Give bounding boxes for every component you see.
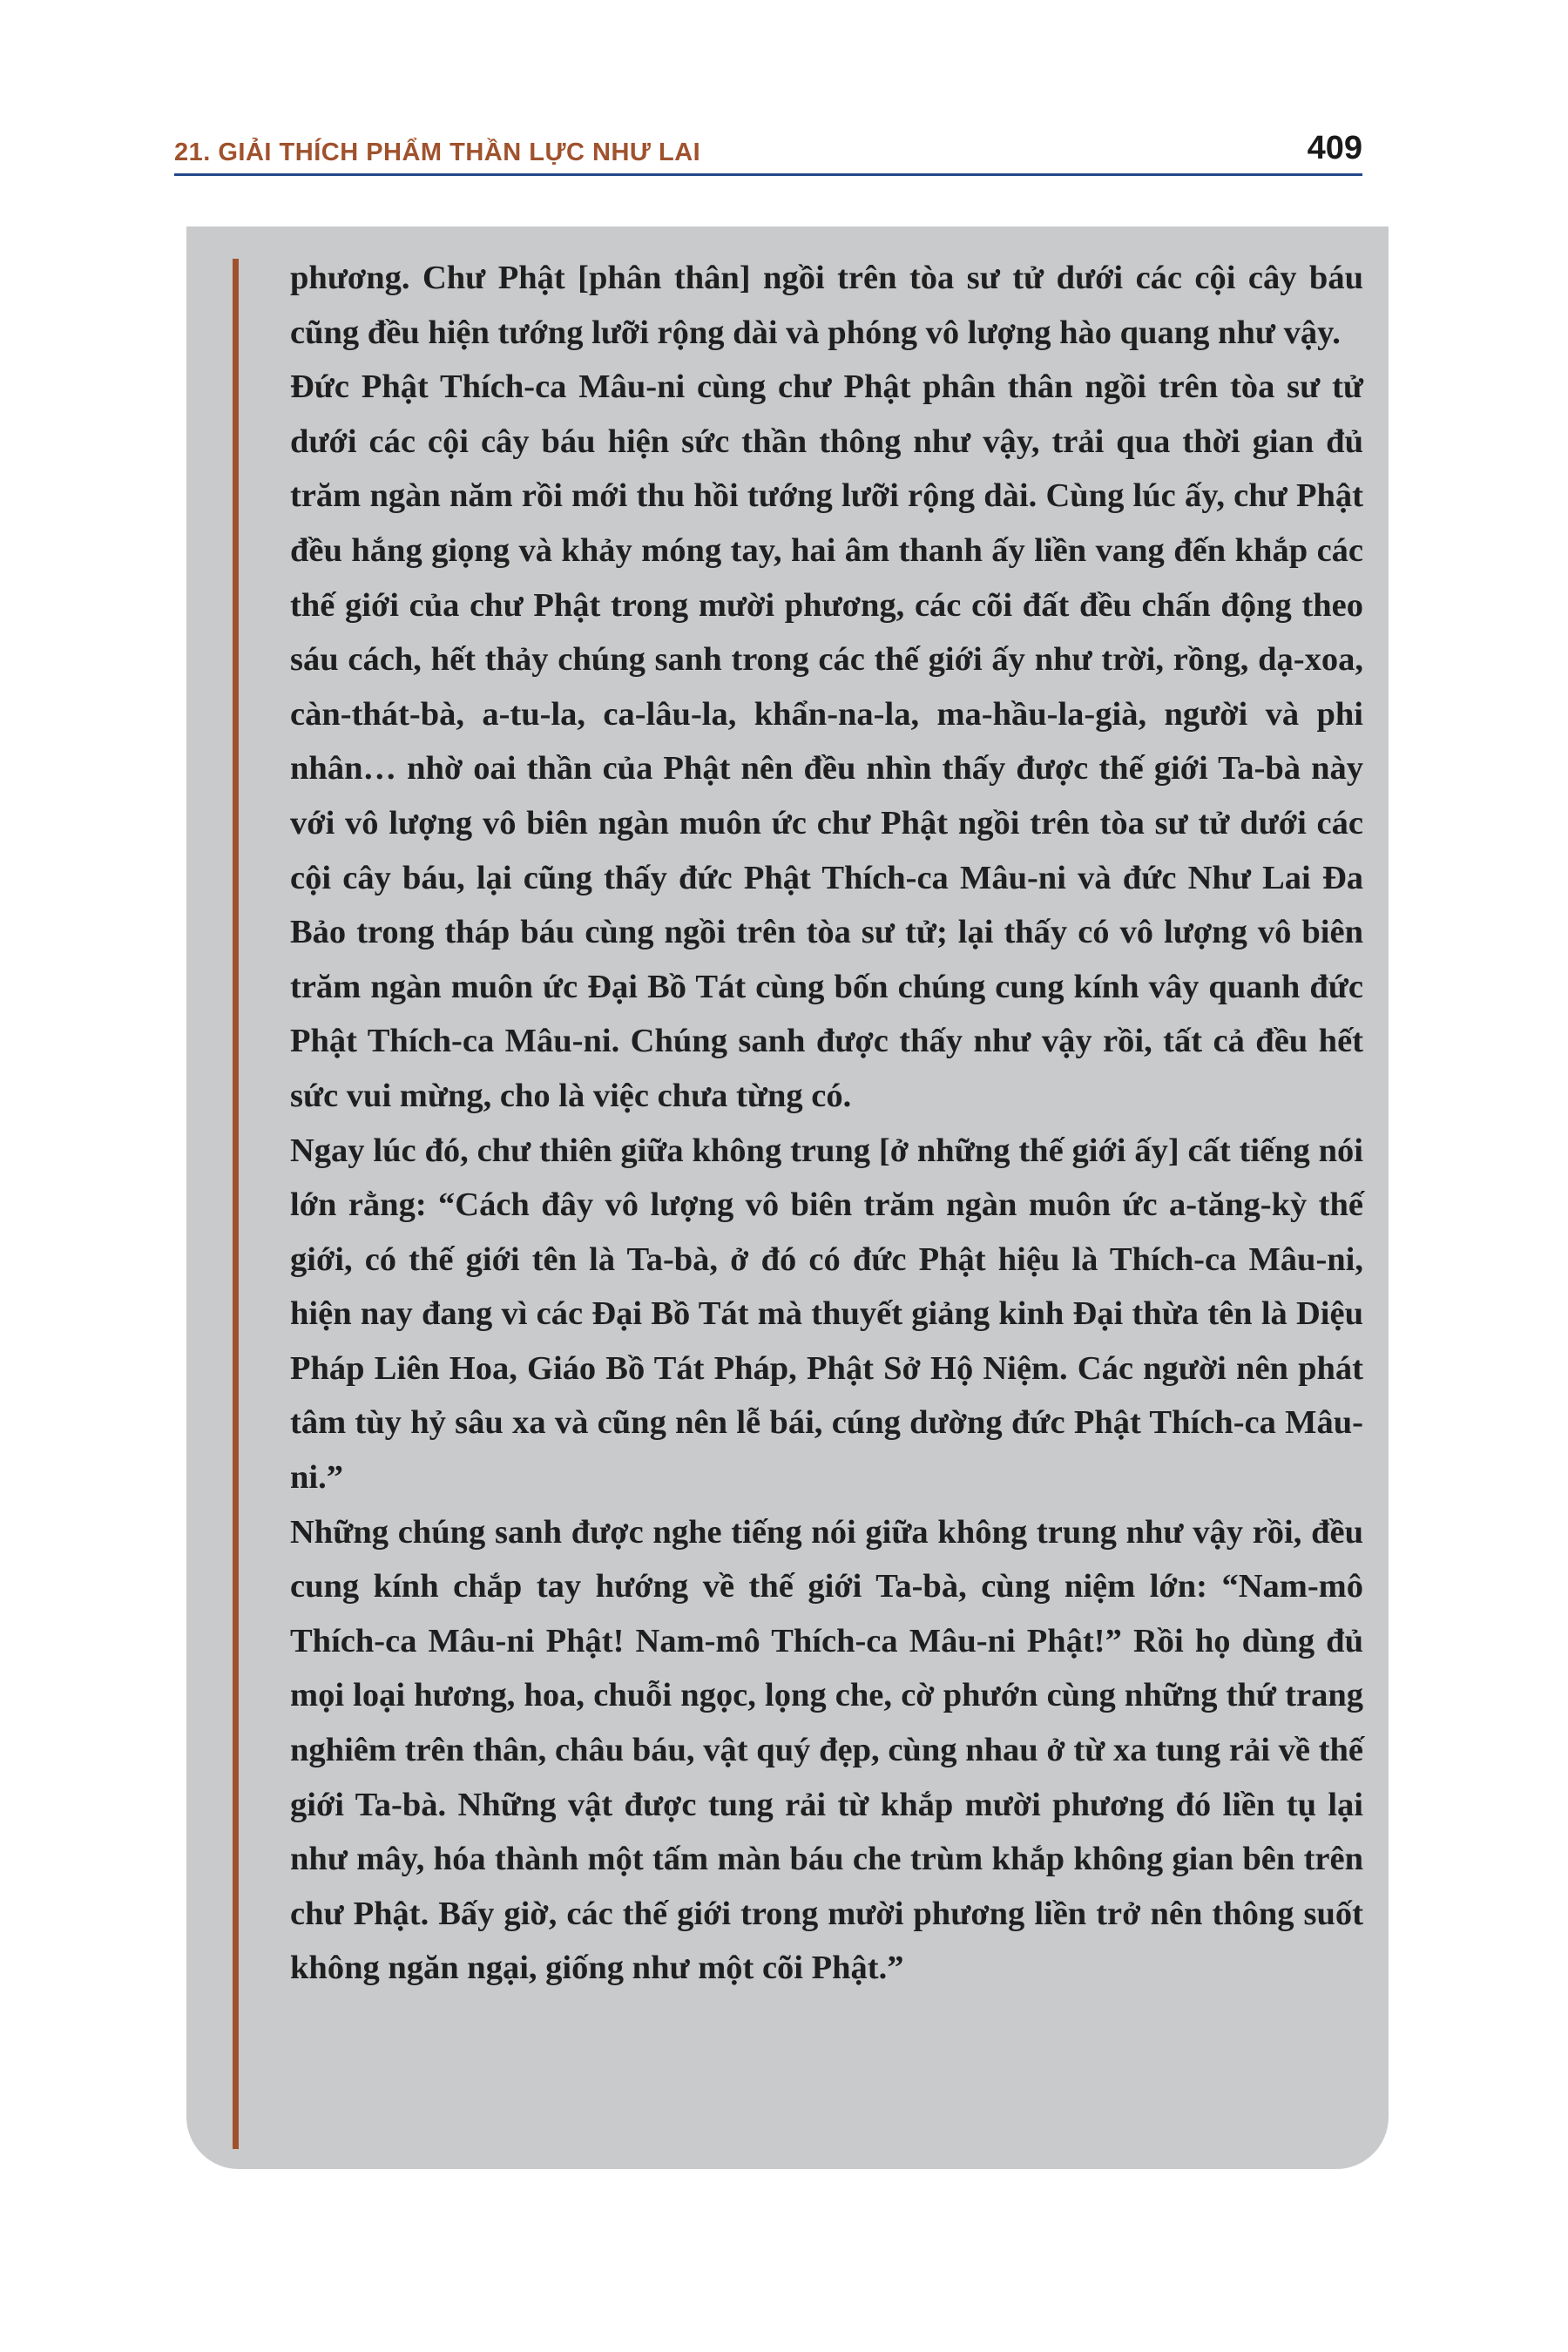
paragraph-2: Đức Phật Thích-ca Mâu-ni cùng chư Phật phân thân ngồi trên tòa sư tử dưới các cội cây báu hiện sức thần thông như vậy, trải qua thời gian đủ trăm ngàn năm rồi mới thu hồi tướng lưỡi rộng dài. Cùng lúc ấy, chư Phật đều hắng giọng và khảy móng tay, hai âm thanh ấy liền vang đến khắp các thế giới của chư Phật trong mười phương, các cõi đất đều chấn động theo sáu cách, hết thảy chúng sanh trong các thế giới ấy như trời, rồng, dạ-xoa, càn-thát-bà, a-tu-la, ca-lâu-la, khẩn-na-la, ma-hầu-la-già, người và phi nhân… nhờ oai thần của Phật nên đều nhìn thấy được thế giới Ta-bà này với vô lượng vô biên ngàn muôn ức chư Phật ngồi trên tòa sư tử dưới các cội cây báu, lại cũng thấy đức Phật Thích-ca Mâu-ni và đức Như Lai Đa Bảo trong tháp báu cùng ngồi trên tòa sư tử; lại thấy có vô lượng vô biên trăm ngàn muôn ức Đại Bồ Tát cùng bốn chúng cung kính vây quanh đức Phật Thích-ca Mâu-ni. Chúng sanh được thấy như vậy rồi, tất cả đều hết sức vui mừng, cho là việc chưa từng có. bbox=[290, 368, 1363, 1114]
running-header bbox=[174, 124, 1362, 176]
paragraph-3: Ngay lúc đó, chư thiên giữa không trung [ở những thế giới ấy] cất tiếng nói lớn rằng: “Cách đây vô lượng vô biên trăm ngàn muôn ức a-tăng-kỳ thế giới, có thế giới tên là Ta-bà, ở đó có đức Phật hiệu là Thích-ca Mâu-ni, hiện nay đang vì các Đại Bồ Tát mà thuyết giảng kinh Đại thừa tên là Diệu Pháp Liên Hoa, Giáo Bồ Tát Pháp, Phật Sở Hộ Niệm. Các người nên phát tâm tùy hỷ sâu xa và cũng nên lễ bái, cúng dường đức Phật Thích-ca Mâu-ni.” bbox=[290, 1132, 1363, 1497]
paragraph-4: Những chúng sanh được nghe tiếng nói giữa không trung như vậy rồi, đều cung kính chắp tay hướng về thế giới Ta-bà, cùng niệm lớn: “Nam-mô Thích-ca Mâu-ni Phật! Nam-mô Thích-ca Mâu-ni Phật!” Rồi họ dùng đủ mọi loại hương, hoa, chuỗi ngọc, lọng che, cờ phướn cùng những thứ trang nghiêm trên thân, châu báu, vật quý đẹp, cùng nhau ở từ xa tung rải về thế giới Ta-bà. Những vật được tung rải từ khắp mười phương đó liền tụ lại như mây, hóa thành một tấm màn báu che trùm khắp không gian bên trên chư Phật. Bấy giờ, các thế giới trong mười phương liền trở nên thông suốt không ngăn ngại, giống như một cõi Phật.” bbox=[290, 1513, 1363, 1987]
quote-bar bbox=[233, 259, 239, 2149]
header-rule bbox=[174, 173, 1362, 176]
page-number: 409 bbox=[1307, 130, 1362, 166]
chapter-title: 21. GIẢI THÍCH PHẨM THẦN LỰC NHƯ LAI bbox=[174, 139, 701, 166]
quote-box bbox=[186, 226, 1389, 2169]
paragraph-1: phương. Chư Phật [phân thân] ngồi trên tòa sư tử dưới các cội cây báu cũng đều hiện tướng lưỡi rộng dài và phóng vô lượng hào quang như vậy. bbox=[290, 260, 1363, 351]
quote-text bbox=[290, 251, 1363, 1996]
